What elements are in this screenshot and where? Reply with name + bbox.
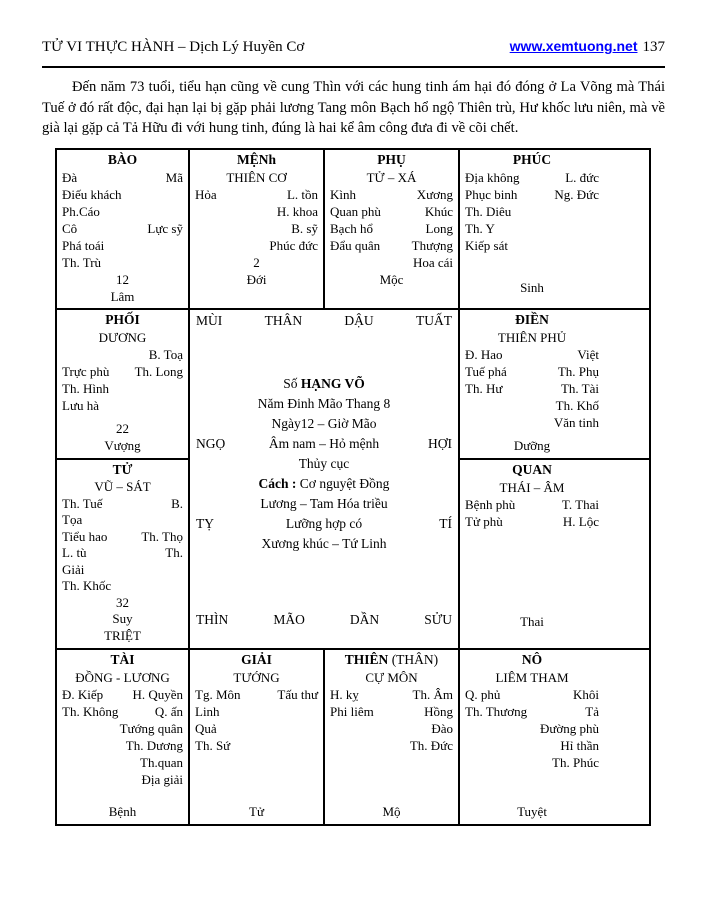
center-line	[190, 434, 458, 454]
palace-line	[330, 169, 453, 186]
palace-line-right: Th. Long	[134, 364, 183, 379]
palace-line	[465, 737, 599, 754]
palace-line	[330, 237, 453, 254]
palace-line-right: Long	[425, 221, 453, 236]
palace-line-right: Xương	[416, 187, 453, 202]
palace-line	[195, 203, 318, 220]
center-line	[190, 494, 458, 514]
palace-line	[465, 414, 599, 431]
palace-line	[330, 803, 453, 820]
center-line	[190, 394, 458, 414]
palace-line	[195, 669, 318, 686]
palace-line	[465, 279, 599, 296]
palace-line-left: Đẩu quân	[330, 238, 381, 253]
palace-line-left: Th. Thương	[465, 704, 528, 719]
palace-line-right: Đào	[431, 721, 453, 736]
palace-line-center: Dưỡng	[513, 438, 551, 453]
palace-line	[465, 803, 599, 820]
palace-line	[62, 611, 183, 628]
palace-line-center: Tuyệt	[517, 804, 547, 819]
branch-label: HỢI	[428, 436, 452, 451]
palace-line	[62, 329, 183, 346]
palace-line	[62, 720, 183, 737]
palace-line-center: Đới	[246, 272, 267, 287]
palace-line-center: TƯỚNG	[233, 670, 280, 685]
palace-line-right: Phúc đức	[269, 238, 318, 253]
palace-line-left: Đ. Hao	[465, 347, 503, 362]
spacer	[330, 754, 453, 803]
palace-line	[330, 186, 453, 203]
palace-line	[62, 380, 183, 397]
palace-line-left: Lưu hà	[62, 398, 100, 413]
palace-line	[465, 169, 599, 186]
palace-line	[465, 237, 599, 254]
palace-line-right: Th.	[165, 545, 183, 560]
palace-title-text: MỆNh	[236, 152, 276, 167]
palace-line	[62, 346, 183, 363]
palace-line-right: Th. Âm	[412, 687, 453, 702]
palace-line-right: H. khoa	[276, 204, 318, 219]
center-line-text: Số	[283, 376, 301, 391]
branch-label: DẦN	[349, 612, 380, 627]
palace-line-left: Tuế phá	[465, 364, 507, 379]
page-title: TỬ VI THỰC HÀNH – Dịch Lý Huyền Cơ	[42, 39, 305, 55]
palace-line-right: Tấu thư	[277, 687, 318, 702]
palace-cell-phu	[325, 150, 460, 310]
palace-line-right: Th.quan	[140, 755, 183, 770]
palace-title-text: GIẢI	[241, 652, 272, 667]
palace-line	[195, 686, 318, 703]
palace-line	[62, 628, 183, 645]
palace-line	[330, 703, 453, 720]
tuvi-chart-table	[55, 148, 651, 826]
palace-line-right: L. tồn	[286, 187, 318, 202]
palace-line	[465, 754, 599, 771]
palace-line	[465, 669, 599, 686]
palace-line-left: Giải	[62, 561, 85, 577]
center-line-text: Lương – Tam Hóa triều	[260, 496, 388, 511]
palace-line-left: Bạch hổ	[330, 221, 373, 236]
palace-line-left: Đ. Kiếp	[62, 687, 104, 702]
center-line-text: HẠNG VÕ	[300, 376, 365, 391]
page-number: 137	[642, 39, 665, 55]
palace-line	[62, 669, 183, 686]
palace-line-left: Th. Hư	[465, 381, 503, 396]
palace-line-left: Kình	[330, 187, 356, 202]
palace-line-right: Khúc	[424, 204, 453, 219]
palace-title-text: NÔ	[521, 652, 543, 667]
branch-label: THÂN	[264, 313, 303, 328]
branch-label: SỬU	[424, 612, 452, 627]
center-info-block	[190, 374, 458, 554]
palace-line	[62, 420, 183, 437]
branch-label: TUẤT	[415, 313, 452, 328]
palace-line-right: Th. Đức	[409, 738, 453, 753]
palace-line	[195, 737, 318, 754]
palace-line	[62, 254, 183, 271]
palace-line-right: Đường phù	[539, 721, 599, 736]
branch-label: DẬU	[344, 313, 374, 328]
palace-line	[62, 529, 183, 546]
palace-line-right: Th. Phụ	[557, 364, 599, 379]
palace-line-left: Bệnh phù	[465, 497, 516, 512]
palace-line-right: Tướng quân	[119, 721, 183, 736]
palace-line-right: Mã	[165, 170, 183, 185]
palace-line-center: Lâm	[110, 289, 135, 304]
branch-label: TÍ	[439, 516, 452, 531]
palace-line-left: Kiếp sát	[465, 238, 508, 253]
palace-line	[195, 186, 318, 203]
palace-line	[465, 203, 599, 220]
palace-line-right: Việt	[577, 347, 599, 362]
palace-line-right: Ng. Đức	[554, 187, 599, 202]
palace-line-left: Q. phủ	[465, 687, 501, 702]
palace-cell-menh	[190, 150, 325, 310]
palace-title	[62, 461, 183, 479]
palace-line-center: CỰ MÔN	[365, 670, 418, 685]
palace-title-suffix: (THÂN)	[391, 652, 439, 667]
palace-title	[62, 651, 183, 669]
palace-title-text: THIÊN	[344, 652, 389, 667]
palace-line-left: Quả	[195, 721, 217, 736]
palace-line	[195, 220, 318, 237]
palace-line-left: Th. Y	[465, 221, 495, 236]
palace-line	[62, 271, 183, 288]
header-right	[510, 38, 665, 56]
palace-line-right: Địa giải	[141, 772, 183, 787]
palace-line-left: Th. Không	[62, 704, 119, 719]
palace-line	[62, 578, 183, 595]
center-line-text: Cơ nguyệt Đồng	[299, 476, 390, 491]
palace-line-center: Sinh	[520, 280, 544, 295]
palace-line-right: Th. Phúc	[552, 755, 599, 770]
palace-line-right: Hoa cái	[412, 255, 453, 270]
palace-line	[62, 686, 183, 703]
palace-line	[330, 220, 453, 237]
palace-line	[465, 686, 599, 703]
palace-line-left: Tg. Môn	[195, 687, 241, 702]
palace-line-center: THIÊN CƠ	[226, 170, 287, 185]
palace-line-left: Hỏa	[195, 187, 217, 202]
center-line	[190, 414, 458, 434]
palace-line	[195, 703, 318, 720]
palace-line-right: Th. Khố	[555, 398, 599, 413]
branch-label: TỴ	[196, 516, 214, 531]
palace-line-left: Tọa	[62, 512, 83, 527]
palace-line-right: T. Thai	[561, 497, 599, 512]
palace-line-right: H. Quyền	[132, 687, 183, 702]
palace-line-center: THÁI – ÂM	[499, 480, 565, 495]
palace-line-left: Tiểu hao	[62, 528, 108, 544]
page-header	[42, 38, 665, 56]
palace-line	[195, 271, 318, 288]
spacer	[465, 254, 599, 279]
palace-line-center: Tử	[249, 804, 264, 819]
center-line	[190, 474, 458, 494]
palace-cell-dien	[460, 310, 649, 460]
palace-line-left: Th. Trù	[62, 255, 102, 270]
center-line	[190, 534, 458, 554]
palace-cell-quan	[460, 460, 649, 650]
center-line	[190, 454, 458, 474]
palace-cell-thien	[325, 650, 460, 824]
palace-line	[195, 169, 318, 186]
branch-label: NGỌ	[196, 436, 226, 451]
palace-line-left: Địa không	[465, 170, 520, 185]
palace-line-right: H. Lộc	[562, 514, 599, 529]
palace-title-text: PHỤ	[377, 152, 406, 167]
palace-line	[465, 496, 599, 513]
palace-title	[195, 651, 318, 669]
palace-title	[330, 651, 453, 669]
palace-line-right: Thượng	[411, 238, 453, 253]
center-line-text: Xương khúc – Tứ Linh	[261, 536, 387, 551]
palace-line	[62, 512, 183, 529]
palace-title	[465, 311, 599, 329]
palace-title	[330, 151, 453, 169]
palace-line-right: B. sỹ	[291, 221, 318, 236]
branch-row-bottom	[196, 612, 452, 628]
palace-line	[465, 329, 599, 346]
palace-line-center: DƯƠNG	[98, 330, 147, 345]
palace-line	[330, 686, 453, 703]
palace-line	[465, 363, 599, 380]
palace-line	[330, 669, 453, 686]
palace-line-center: LIÊM THAM	[495, 670, 569, 685]
palace-line	[62, 288, 183, 305]
palace-line	[62, 397, 183, 414]
palace-line	[62, 703, 183, 720]
palace-line	[62, 186, 183, 203]
palace-line	[62, 479, 183, 496]
palace-line-right: Khôi	[573, 687, 599, 702]
branch-label: MÃO	[273, 612, 305, 627]
palace-line-center: Mộ	[382, 804, 401, 819]
palace-line-right: Tả	[585, 704, 599, 719]
palace-line	[465, 479, 599, 496]
center-line-text: Năm Đinh Mão Thang 8	[257, 396, 391, 411]
palace-line-left: Quan phù	[330, 204, 381, 219]
palace-line-left: Th. Sứ	[195, 738, 231, 753]
chart-center-cell	[190, 310, 460, 650]
palace-line-left: Ph.Cáo	[62, 204, 100, 219]
palace-line	[62, 771, 183, 788]
palace-line	[62, 203, 183, 220]
palace-line-left: H. kỵ	[330, 687, 359, 702]
palace-line	[195, 237, 318, 254]
palace-line	[62, 737, 183, 754]
spacer	[465, 771, 599, 803]
palace-line-left: Đà	[62, 170, 78, 185]
palace-line	[62, 545, 183, 562]
center-line-text: Ngày12 – Giờ Mão	[271, 416, 377, 431]
palace-line-center: ĐỒNG - LƯƠNG	[75, 670, 170, 685]
palace-line	[465, 513, 599, 530]
spacer	[465, 530, 599, 613]
palace-line	[62, 437, 183, 454]
palace-line-center: Mộc	[379, 272, 404, 287]
branch-label: THÌN	[196, 612, 229, 627]
palace-line	[465, 380, 599, 397]
palace-line-right: Th. Thọ	[141, 528, 183, 544]
palace-title-text: PHỐI	[105, 312, 140, 327]
palace-line-left: Phi liêm	[330, 704, 374, 719]
palace-title-text: ĐIỀN	[515, 312, 549, 327]
palace-line	[195, 803, 318, 820]
palace-line-left: Phục binh	[465, 187, 518, 202]
center-line-text: Lưỡng hợp có	[285, 516, 363, 531]
palace-line-left: Th. Diêu	[465, 204, 512, 219]
palace-line-right: Hồng	[424, 704, 453, 719]
palace-cell-tu	[57, 460, 190, 650]
palace-title	[62, 311, 183, 329]
palace-title-text: BÀO	[107, 152, 138, 167]
palace-line-left: Phá toái	[62, 238, 105, 253]
palace-line	[465, 186, 599, 203]
palace-line	[330, 203, 453, 220]
palace-line-center: 12	[116, 272, 129, 287]
palace-title	[195, 151, 318, 169]
palace-title-text: TỬ	[112, 462, 133, 477]
branch-label: MÙI	[196, 313, 223, 328]
palace-line	[330, 737, 453, 754]
palace-line-center: 22	[116, 421, 129, 436]
palace-line-right: Q. ấn	[154, 704, 183, 719]
palace-cell-phoi	[57, 310, 190, 460]
spacer	[62, 788, 183, 803]
palace-line-right: Th. Tài	[560, 381, 599, 396]
palace-line	[330, 720, 453, 737]
palace-line-center: TRIỆT	[104, 627, 141, 643]
palace-line	[195, 720, 318, 737]
palace-title-text: QUAN	[512, 462, 552, 477]
header-divider	[42, 66, 665, 68]
palace-line-center: TỬ – XÁ	[366, 170, 417, 185]
palace-line	[62, 803, 183, 820]
palace-line-center: 2	[253, 255, 260, 270]
palace-line	[465, 220, 599, 237]
palace-line-center: Suy	[112, 611, 133, 626]
palace-line	[465, 397, 599, 414]
palace-line-left: Linh	[195, 704, 220, 719]
palace-line	[62, 220, 183, 237]
palace-line	[62, 363, 183, 380]
palace-line-center: THIÊN PHỦ	[497, 330, 567, 345]
palace-line-left: Cô	[62, 221, 78, 236]
palace-title	[62, 151, 183, 169]
palace-line	[62, 169, 183, 186]
palace-line	[330, 254, 453, 271]
palace-line-right: B.	[171, 495, 183, 511]
palace-line-right: L. đức	[565, 170, 599, 185]
palace-line-left: Th. Tuế	[62, 495, 103, 511]
palace-line	[330, 271, 453, 288]
palace-line	[62, 237, 183, 254]
palace-line-left: Th. Khốc	[62, 578, 112, 593]
palace-line-right: Th. Dương	[125, 738, 183, 753]
palace-line-left: Điếu khách	[62, 187, 122, 202]
palace-line-center: VŨ – SÁT	[94, 479, 151, 494]
palace-line-right: B. Toạ	[148, 347, 183, 362]
palace-line	[465, 437, 599, 454]
palace-line-left: Trực phù	[62, 364, 110, 379]
center-line	[190, 514, 458, 534]
palace-line	[62, 562, 183, 579]
palace-line-left: Tử phù	[465, 514, 503, 529]
palace-line-right: Văn tinh	[553, 415, 599, 430]
site-link[interactable]: www.xemtuong.net	[509, 38, 638, 54]
palace-line	[465, 346, 599, 363]
palace-line-left: L. tù	[62, 545, 87, 560]
palace-title-text: TÀI	[110, 652, 135, 667]
palace-line-right: Hỉ thần	[560, 738, 599, 753]
palace-title	[465, 461, 599, 479]
palace-line	[465, 613, 599, 630]
palace-line-left: Th. Hình	[62, 381, 109, 396]
palace-cell-no	[460, 650, 649, 824]
palace-line-center: Thai	[520, 614, 544, 629]
palace-line-center: 32	[116, 594, 129, 610]
palace-line-right: Lực sỹ	[147, 221, 183, 236]
palace-line	[465, 703, 599, 720]
center-line-text: Âm nam – Hỏ mệnh	[268, 436, 380, 451]
palace-line	[62, 496, 183, 513]
palace-cell-giai	[190, 650, 325, 824]
palace-line-center: Bệnh	[108, 804, 137, 819]
branch-row-top	[196, 313, 452, 329]
palace-line	[62, 754, 183, 771]
palace-line	[62, 595, 183, 612]
palace-title	[465, 151, 599, 169]
center-line-text: Cách :	[258, 476, 300, 491]
palace-title-text: PHÚC	[512, 152, 552, 167]
palace-cell-phuc	[460, 150, 649, 310]
palace-cell-bao	[57, 150, 190, 310]
spacer	[195, 754, 318, 803]
palace-line-center: Vượng	[104, 438, 141, 453]
palace-line	[195, 254, 318, 271]
center-line	[190, 374, 458, 394]
palace-line	[465, 720, 599, 737]
palace-cell-tai	[57, 650, 190, 824]
intro-paragraph: Đến năm 73 tuổi, tiểu hạn cũng về cung Thìn với các hung tinh ám hại đó đóng ở La Võng mà Thái Tuế ở đó rất độc, đại hạn lại bị gặp phải lương Tang môn Bạch hổ ngộ Thiên trù, Hư khốc lưu niên, mà về già lại gặp cả Tả Hữu đi với hung tinh, đúng là hai kể âm công đưa đi về cõi chết.	[42, 79, 665, 136]
palace-title	[465, 651, 599, 669]
center-line-text: Thủy cục	[298, 456, 350, 471]
